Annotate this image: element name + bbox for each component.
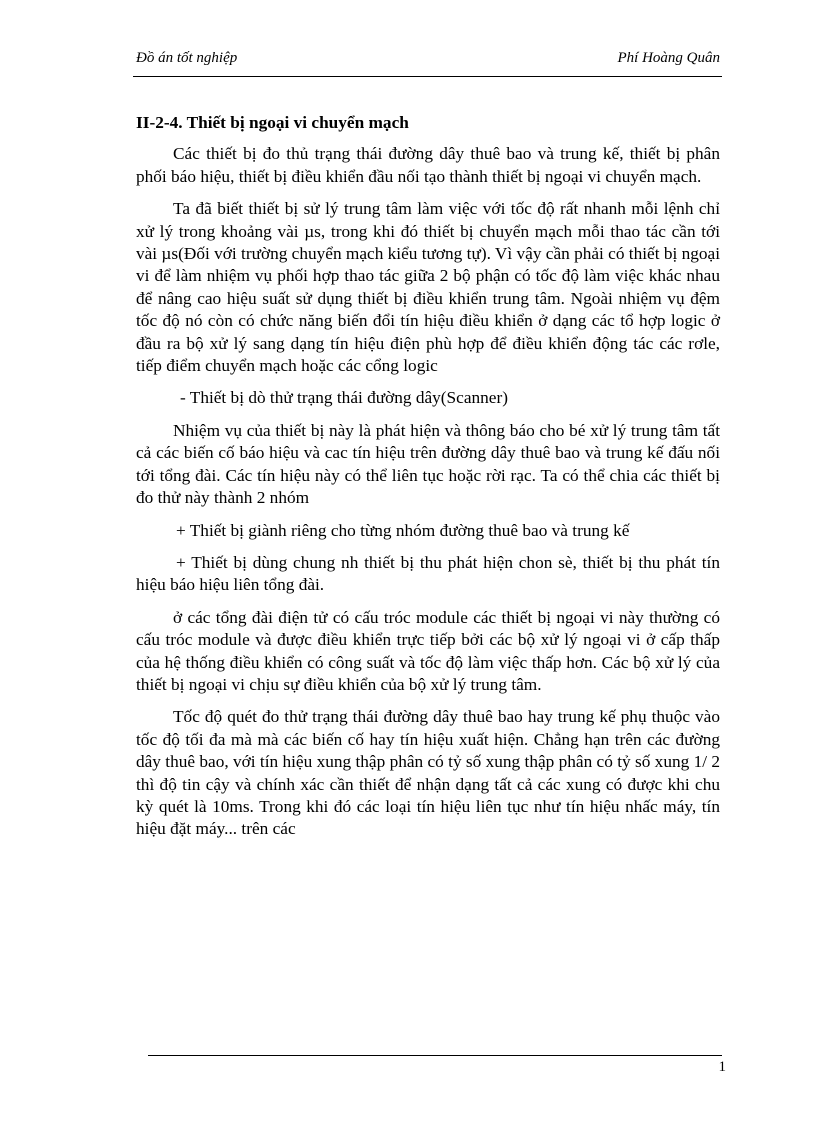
paragraph-module-structure: ở các tổng đài điện tử có cấu tróc module các thiết bị ngoại vi này thường có cấu tróc module và được điều khiển trực tiếp bởi các bộ xử lý ngoại vi ở cấp thấp của hệ thống điều khiển có công suất và tốc độ làm việc thấp hơn. Các bộ xử lý của thiết bị ngoại vi chịu sự điều khiển của bộ xử lý trung tâm.: [136, 607, 720, 694]
paragraph-scanner-task: Nhiệm vụ của thiết bị này là phát hiện và thông báo cho bé xử lý trung tâm tất cả các biến cố báo hiệu và cac tín hiệu trên đường dây thuê bao và trung kế đấu nối tới tổng đài. Các tín hiệu này có thể liên tục hoặc rời rạc. Ta có thể chia các thiết bị đo thử này thành 2 nhóm: [136, 420, 720, 508]
page-number: 1: [718, 1059, 726, 1075]
header-author-name: Phí Hoàng Quân: [617, 50, 720, 66]
header-rule: [133, 76, 722, 77]
section-heading: II-2-4. Thiết bị ngoại vi chuyển mạch: [136, 113, 409, 132]
paragraph-intro: Các thiết bị đo thủ trạng thái đường dây thuê bao và trung kế, thiết bị phân phối báo hiệu, thiết bị điều khiển đầu nối tạo thành thiết bị ngoại vi chuyển mạch.: [136, 144, 720, 186]
list-item-dedicated-devices: + Thiết bị giành riêng cho từng nhóm đường thuê bao và trung kế: [176, 520, 630, 540]
footer-rule: [148, 1055, 722, 1056]
list-item-scanner: - Thiết bị dò thử trạng thái đường dây(Scanner): [180, 388, 508, 408]
paragraph-speed-buffer: Ta đã biết thiết bị sử lý trung tâm làm việc với tốc độ rất nhanh mỗi lệnh chỉ xử lý trong khoảng vài µs, trong khi đó thiết bị chuyển mạch mỗi thao tác cần tới vài µs(Đối với trường chuyển mạch kiểu tương tự). Vì vậy cần phải có thiết bị ngoại vi để làm nhiệm vụ phối hợp thao tác giữa 2 bộ phận có tốc độ làm việc khác nhau để nâng cao hiệu suất sử dụng thiết bị điều khiển trung tâm. Ngoài nhiệm vụ đệm tốc độ nó còn có chức năng biến đổi tín hiệu điều khiển ở dạng các tổ hợp logic ở đầu ra bộ xử lý sang dạng tín hiệu điện phù hợp để điều khiển động tác các rơle, tiếp điểm chuyển mạch hoặc các cổng logic: [136, 199, 720, 376]
header-document-title: Đồ án tốt nghiệp: [136, 50, 238, 66]
list-item-shared-devices: + Thiết bị dùng chung nh thiết bị thu phát hiện chon sè, thiết bị thu phát tín hiệu báo hiệu liên tổng đài.: [136, 552, 720, 595]
page-body: [136, 112, 720, 851]
paragraph-scan-rate: Tốc độ quét đo thử trạng thái đường dây thuê bao hay trung kế phụ thuộc vào tốc độ tối đa mà mà các biến cố hay tín hiệu xuất hiện. Chẳng hạn trên các đường dây thuê bao, với tín hiệu xung thập phân có tỷ số xung thập phân có tỷ số xung 1/ 2 thì độ tin cậy và chính xác cần thiết để nhận dạng tất cả các xung có được khi chu kỳ quét là 10ms. Trong khi đó các loại tín hiệu liên tục như tín hiệu nhấc máy, tín hiệu đặt máy... trên các: [136, 707, 720, 839]
